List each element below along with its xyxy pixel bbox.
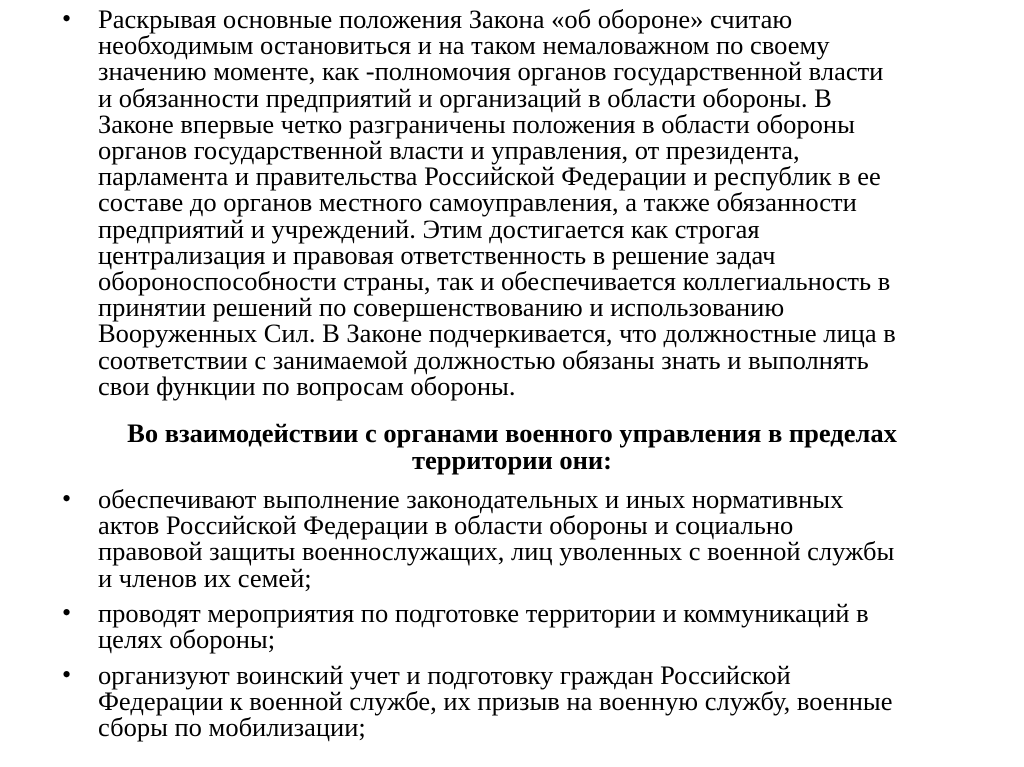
text-line: органов государственной власти и управления, от президента, (98, 135, 800, 166)
text-line: Федерации к военной службе, их призыв на военную службу, военные (98, 686, 893, 717)
text-line: соответствии с занимаемой должностью обязаны знать и выполнять (98, 344, 869, 375)
bullet-icon: • (62, 660, 72, 689)
bullet-icon: • (62, 484, 72, 513)
text-line: обороноспособности страны, так и обеспечивается коллегиальность в (98, 266, 891, 297)
text-line: Законе впервые четко разграничены положения в области обороны (98, 108, 855, 139)
text-line: Раскрывая основные положения Закона «об обороне» считаю (98, 4, 793, 34)
intro-paragraph-text (98, 6, 978, 399)
text-line: целях обороны; (98, 624, 276, 655)
section-heading (40, 420, 984, 473)
text-line: значению моменте, как -полномочия органов государственной власти (98, 56, 884, 87)
list-item-text (98, 598, 978, 655)
heading-line: Во взаимодействии с органами военного управления в пределах (127, 418, 897, 448)
list-item-text (98, 486, 978, 591)
text-line: и обязанности предприятий и организаций в области обороны. В (98, 82, 832, 113)
text-line: централизация и правовая ответственность в решение задач (98, 239, 776, 270)
heading-line: территории они: (412, 444, 612, 475)
text-line: организуют воинский учет и подготовку граждан Российской (98, 660, 791, 690)
list-item-text (98, 662, 978, 741)
bullet-icon: • (62, 4, 72, 33)
text-line: предприятий и учреждений. Этим достигается как строгая (98, 213, 760, 244)
text-line: сборы по мобилизации; (98, 712, 366, 743)
text-line: правовой защиты военнослужащих, лиц уволенных с военной службы (98, 536, 895, 567)
text-line: актов Российской Федерации в области обороны и социально (98, 510, 794, 541)
text-line: парламента и правительства Российской Федерации и республик в ее (98, 161, 881, 192)
text-line: необходимым остановиться и на таком немаловажном по своему (98, 30, 830, 61)
text-line: проводят мероприятия по подготовке территории и коммуникаций в (98, 598, 869, 628)
bullet-icon: • (62, 598, 72, 627)
text-line: свои функции по вопросам обороны. (98, 370, 516, 401)
text-line: принятии решений по совершенствованию и использованию (98, 292, 785, 323)
text-line: обеспечивают выполнение законодательных и иных нормативных (98, 484, 844, 514)
text-line: составе до органов местного самоуправления, а также обязанности (98, 187, 857, 218)
text-line: и членов их семей; (98, 562, 312, 593)
text-line: Вооруженных Сил. В Законе подчеркивается, что должностные лица в (98, 318, 896, 349)
